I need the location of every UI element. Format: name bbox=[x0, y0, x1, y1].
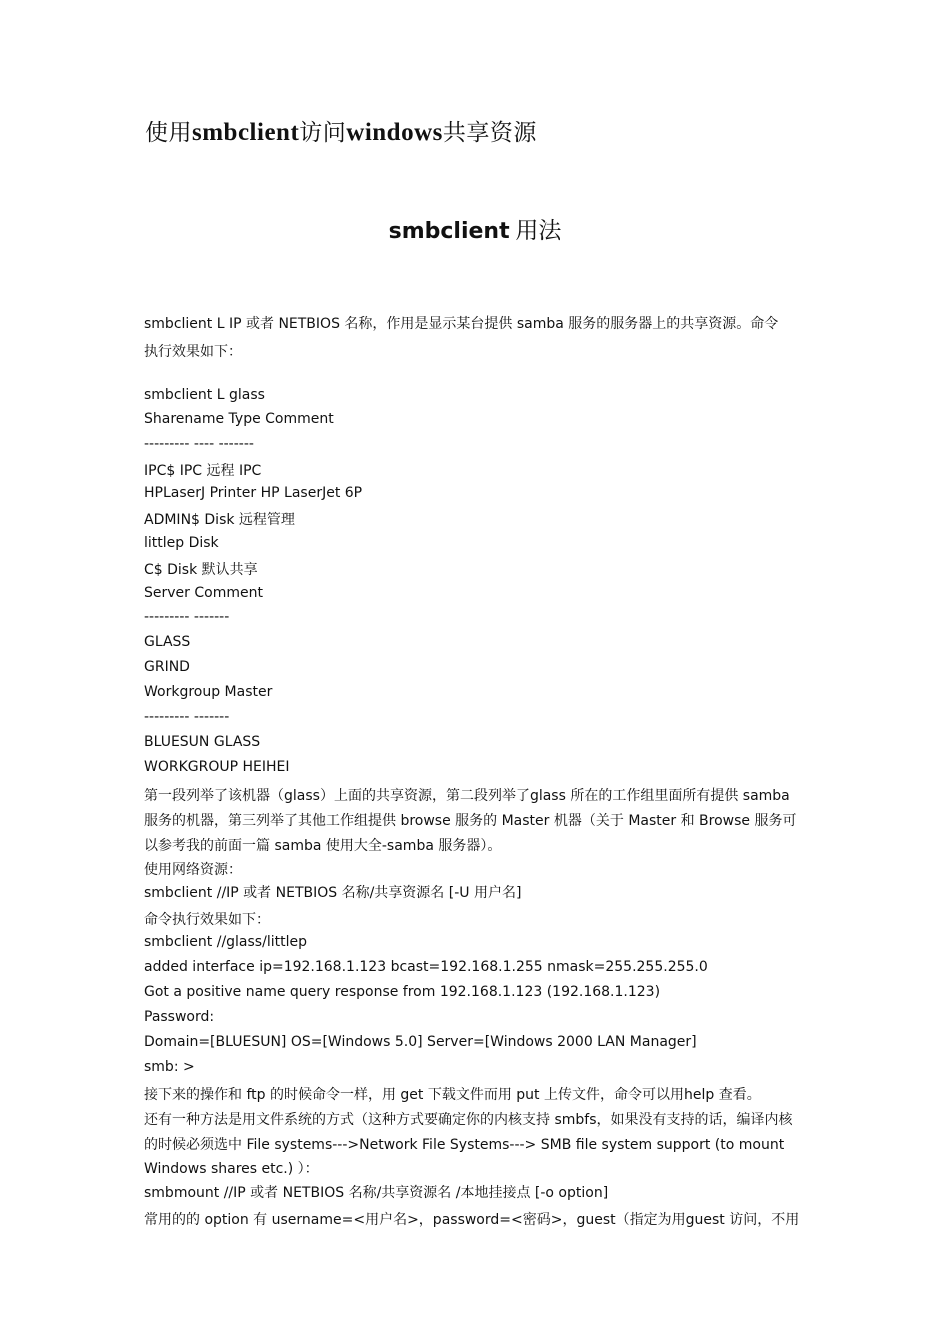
code-line: Domain=[BLUESUN] OS=[Windows 5.0] Server=[Windows 2000 LAN Manager] bbox=[144, 1034, 697, 1050]
code-line: Sharename Type Comment bbox=[144, 411, 334, 427]
body-line: 第一段列举了该机器（glass）上面的共享资源，第二段列举了glass 所在的工作组里面所有提供 samba bbox=[144, 788, 790, 804]
code-line: --------- ---- ------- bbox=[144, 436, 254, 452]
body-line: Windows shares etc.) ）： bbox=[144, 1161, 319, 1177]
code-line: smb: > bbox=[144, 1059, 195, 1075]
body-line: 的时候必须选中 File systems--->Network File Systems---> SMB file system support (to mount bbox=[144, 1137, 785, 1153]
code-line: smbclient L glass bbox=[144, 387, 265, 403]
code-line: IPC$ IPC 远程 IPC bbox=[144, 463, 262, 479]
code-line: Password: bbox=[144, 1009, 215, 1025]
document-title bbox=[145, 114, 537, 147]
body-line: 执行效果如下： bbox=[144, 344, 242, 360]
body-line: 常用的的 option 有 username=<用户名>，password=<密码>，guest（指定为用guest 访问，不用 bbox=[144, 1212, 800, 1228]
section-heading-label: 用法 bbox=[515, 218, 562, 244]
code-line: smbclient //glass/littlep bbox=[144, 934, 307, 950]
code-line: smbmount //IP 或者 NETBIOS 名称/共享资源名 /本地挂接点 [-o option] bbox=[144, 1185, 609, 1201]
body-line: 以参考我的前面一篇 samba 使用大全-samba 服务器）。 bbox=[144, 838, 502, 854]
code-line: Workgroup Master bbox=[144, 684, 273, 700]
body-line: 服务的机器，第三列举了其他工作组提供 browse 服务的 Master 机器（关于 Master 和 Browse 服务可 bbox=[144, 813, 797, 829]
code-line: added interface ip=192.168.1.123 bcast=192.168.1.255 nmask=255.255.255.0 bbox=[144, 959, 708, 975]
section-heading bbox=[0, 212, 950, 245]
code-line: BLUESUN GLASS bbox=[144, 734, 261, 750]
code-line: --------- ------- bbox=[144, 709, 230, 725]
code-line: GLASS bbox=[144, 634, 191, 650]
body-line: 命令执行效果如下： bbox=[144, 912, 270, 928]
title-prefix: 使用 bbox=[145, 120, 192, 146]
body-line: 使用网络资源： bbox=[144, 862, 242, 878]
title-bold-windows: windows bbox=[346, 119, 443, 146]
code-line: HPLaserJ Printer HP LaserJet 6P bbox=[144, 485, 363, 501]
code-line: WORKGROUP HEIHEI bbox=[144, 759, 290, 775]
section-heading-command: smbclient bbox=[388, 219, 510, 244]
title-mid: 访问 bbox=[299, 120, 347, 146]
body-line: smbclient L IP 或者 NETBIOS 名称，作用是显示某台提供 samba 服务的服务器上的共享资源。命令 bbox=[144, 316, 779, 332]
code-line: --------- ------- bbox=[144, 609, 230, 625]
body-line: 还有一种方法是用文件系统的方式（这种方式要确定你的内核支持 smbfs，如果没有支持的话，编译内核 bbox=[144, 1112, 793, 1128]
code-line: ADMIN$ Disk 远程管理 bbox=[144, 512, 295, 528]
title-suffix: 共享资源 bbox=[442, 120, 537, 146]
body-line: 接下来的操作和 ftp 的时候命令一样，用 get 下载文件而用 put 上传文件，命令可以用help 查看。 bbox=[144, 1087, 761, 1103]
code-line: smbclient //IP 或者 NETBIOS 名称/共享资源名 [-U 用户名] bbox=[144, 885, 522, 901]
code-line: littlep Disk bbox=[144, 535, 219, 551]
code-line: GRIND bbox=[144, 659, 190, 675]
code-line: Server Comment bbox=[144, 585, 263, 601]
title-bold-smbclient: smbclient bbox=[192, 119, 300, 146]
code-line: C$ Disk 默认共享 bbox=[144, 562, 258, 578]
code-line: Got a positive name query response from 192.168.1.123 (192.168.1.123) bbox=[144, 984, 661, 1000]
